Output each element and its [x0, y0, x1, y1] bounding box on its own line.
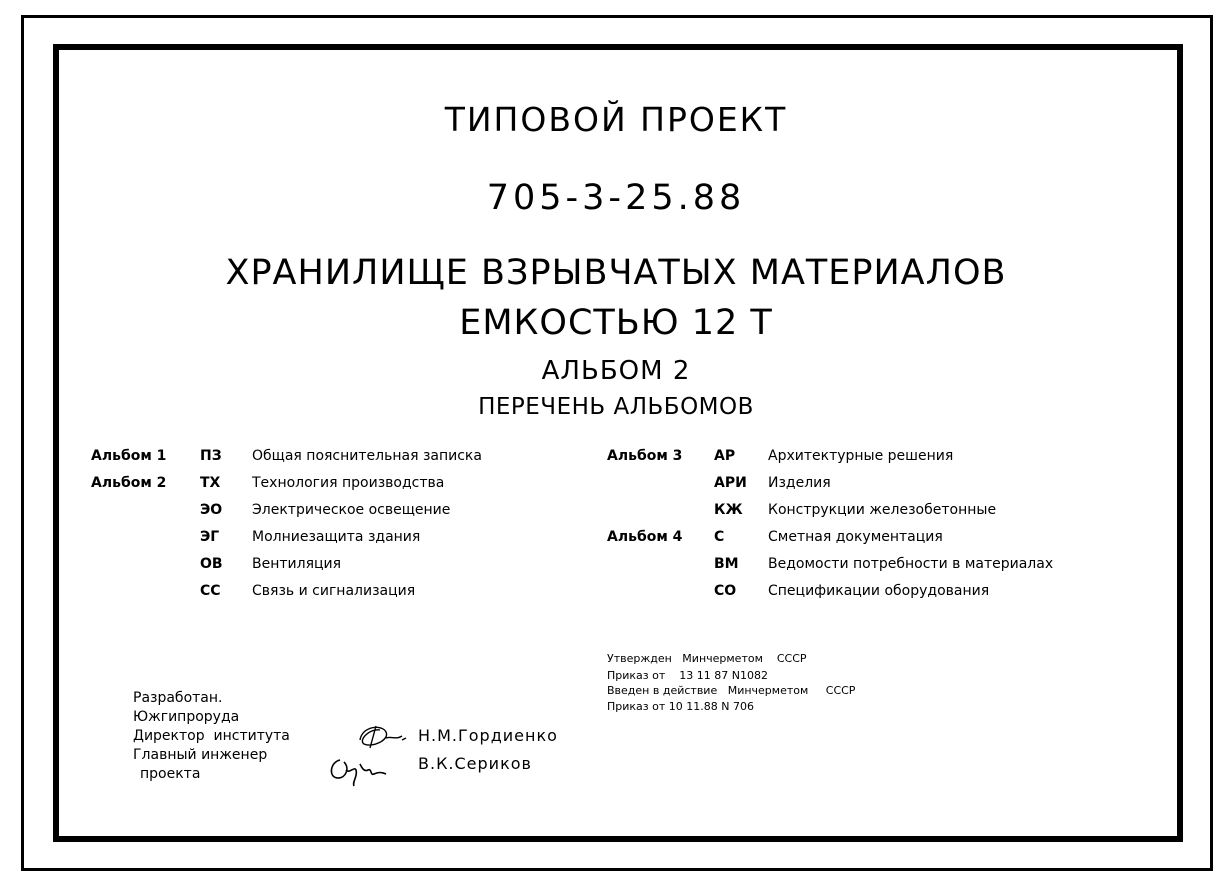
chief-engineer-role-cont: проекта [140, 766, 201, 782]
project-title-line2: ЕМКОСТЬЮ 12 Т [459, 303, 773, 343]
director-role: Директор института [133, 728, 290, 744]
section-title: Изделия [768, 475, 831, 491]
section-code: ВМ [714, 556, 739, 572]
album-number: Альбом 3 [607, 448, 683, 464]
section-code: АР [714, 448, 736, 464]
section-code: СС [200, 583, 221, 599]
section-title: Общая пояснительная записка [252, 448, 482, 464]
section-code: ОВ [200, 556, 223, 572]
section-title: Ведомости потребности в материалах [768, 556, 1054, 572]
section-code: ПЗ [200, 448, 222, 464]
section-code: КЖ [714, 502, 743, 518]
project-number: 705-3-25.88 [486, 178, 746, 218]
doc-type-title: ТИПОВОЙ ПРОЕКТ [444, 100, 788, 139]
chief-engineer-role: Главный инженер [133, 747, 268, 763]
section-title: Технология производства [252, 475, 445, 491]
section-title: Связь и сигнализация [252, 583, 416, 599]
section-title: Сметная документация [768, 529, 943, 545]
section-title: Спецификации оборудования [768, 583, 990, 599]
section-code: ЭГ [200, 529, 220, 545]
section-code: С [714, 529, 725, 545]
approval-line: Введен в действие Минчерметом СССР [607, 684, 856, 697]
approval-line: Приказ от 13 11 87 N1082 [607, 669, 768, 682]
album-number: Альбом 4 [607, 529, 683, 545]
album-list-heading: ПЕРЕЧЕНЬ АЛЬБОМОВ [478, 394, 754, 420]
project-title-line1: ХРАНИЛИЩЕ ВЗРЫВЧАТЫХ МАТЕРИАЛОВ [225, 253, 1007, 293]
approval-line: Утвержден Минчерметом СССР [607, 652, 807, 665]
album-number: Альбом 1 [91, 448, 167, 464]
section-title: Молниезащита здания [252, 529, 421, 545]
section-code: СО [714, 583, 737, 599]
album-number: Альбом 2 [91, 475, 167, 491]
chief-engineer-signature-icon [326, 748, 402, 788]
developer-org: Южгипроруда [133, 709, 240, 725]
section-title: Архитектурные решения [768, 448, 954, 464]
approval-line: Приказ от 10 11.88 N 706 [607, 700, 754, 713]
section-title: Электрическое освещение [252, 502, 451, 518]
section-code: АРИ [714, 475, 747, 491]
section-title: Вентиляция [252, 556, 342, 572]
developer-label: Разработан. [133, 690, 223, 706]
chief-engineer-name: В.К.Сериков [418, 754, 532, 773]
section-title: Конструкции железобетонные [768, 502, 997, 518]
section-code: ТХ [200, 475, 221, 491]
section-code: ЭО [200, 502, 223, 518]
album-label: АЛЬБОМ 2 [541, 356, 691, 386]
director-name: Н.М.Гордиенко [418, 726, 558, 745]
